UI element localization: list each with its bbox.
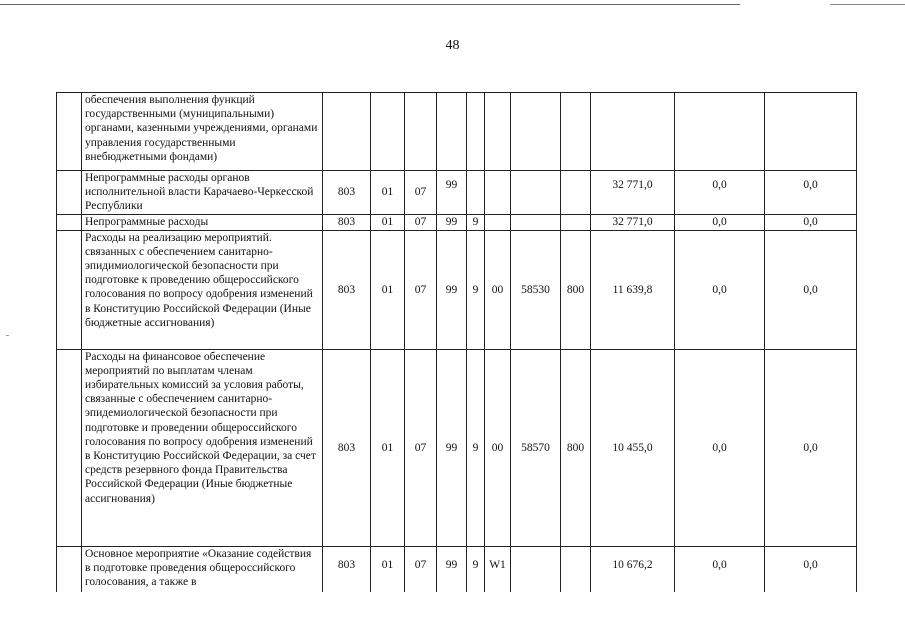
sum-year-1: 10 455,0 [591,349,675,546]
target-code-subprogram: 9 [467,546,485,592]
target-code-program: 99 [437,546,467,592]
sum-year-2: 0,0 [675,171,765,215]
row-stub [57,546,82,592]
subsection-code [405,93,437,171]
expense-type-code [561,214,591,230]
sum-year-3: 0,0 [765,171,857,215]
target-code-event [485,93,511,171]
scan-border-line [0,4,740,5]
target-code-direction: 58530 [511,230,561,349]
sum-year-3: 0,0 [765,214,857,230]
ved-code: 803 [323,349,371,546]
ved-code: 803 [323,171,371,215]
expense-name: обеспечения выполнения функций государственными (муниципальными) органами, казенными учреждениями, органами управления государственными внебюджетными фондами) [82,93,323,171]
target-code-subprogram: 9 [467,214,485,230]
target-code-direction: 58570 [511,349,561,546]
sum-year-1: 32 771,0 [591,214,675,230]
row-stub [57,214,82,230]
ved-code: 803 [323,546,371,592]
row-stub [57,93,82,171]
table-row [57,214,857,230]
sum-year-2: 0,0 [675,214,765,230]
sum-year-1 [591,93,675,171]
sum-year-2: 0,0 [675,546,765,592]
expense-type-code: 800 [561,230,591,349]
table-row [57,546,857,592]
scan-border-line-right [830,4,905,5]
target-code-direction [511,93,561,171]
row-stub [57,230,82,349]
subsection-code: 07 [405,171,437,215]
target-code-event: 00 [485,349,511,546]
budget-table [56,92,857,592]
sum-year-3 [765,93,857,171]
row-stub [57,349,82,546]
subsection-code: 07 [405,230,437,349]
target-code-program: 99 [437,230,467,349]
section-code: 01 [371,230,405,349]
target-code-program [437,93,467,171]
sum-year-1: 11 639,8 [591,230,675,349]
target-code-direction [511,546,561,592]
expense-name: Основное мероприятие «Оказание содействия в подготовке проведения общероссийского голосования, а также в [82,546,323,592]
table-row [57,93,857,171]
ved-code [323,93,371,171]
target-code-program: 99 [437,214,467,230]
target-code-subprogram [467,171,485,215]
target-code-direction [511,171,561,215]
expense-type-code [561,171,591,215]
scan-speck [6,335,9,336]
sum-year-2 [675,93,765,171]
sum-year-2: 0,0 [675,230,765,349]
sum-year-3: 0,0 [765,546,857,592]
target-code-event: W1 [485,546,511,592]
target-code-event [485,171,511,215]
table-row [57,349,857,546]
expense-name: Непрограммные расходы органов исполнительной власти Карачаево-Черкесской Республики [82,171,323,215]
target-code-event: 00 [485,230,511,349]
table-row [57,171,857,215]
sum-year-3: 0,0 [765,230,857,349]
subsection-code: 07 [405,214,437,230]
target-code-program: 99 [437,171,467,215]
section-code: 01 [371,546,405,592]
sum-year-3: 0,0 [765,349,857,546]
table-row [57,230,857,349]
target-code-subprogram: 9 [467,349,485,546]
expense-name: Расходы на финансовое обеспечение мероприятий по выплатам членам избирательных комиссий за условия работы, связанные с обеспечением санитарно-эпидемиологической безопасности при подготовке и проведении общероссийского голосования по вопросу одобрения изменений в Конституцию Российской Федерации, за счет средств резервного фонда Правительства Российской Федерации (Иные бюджетные ассигнования) [82,349,323,546]
sum-year-1: 10 676,2 [591,546,675,592]
expense-name: Расходы на реализацию мероприятий. связанных с обеспечением санитарно-эпидимиологической безопасности при подготовке к проведению общероссийского голосования по вопросу одобрения изменений в Конституцию Российской Федерации (Иные бюджетные ассигнования) [82,230,323,349]
target-code-subprogram: 9 [467,230,485,349]
section-code: 01 [371,214,405,230]
expense-name: Непрограммные расходы [82,214,323,230]
expense-type-code [561,546,591,592]
target-code-subprogram [467,93,485,171]
expense-type-code: 800 [561,349,591,546]
expense-type-code [561,93,591,171]
ved-code: 803 [323,230,371,349]
sum-year-2: 0,0 [675,349,765,546]
sum-year-1: 32 771,0 [591,171,675,215]
subsection-code: 07 [405,546,437,592]
section-code: 01 [371,349,405,546]
row-stub [57,171,82,215]
target-code-event [485,214,511,230]
section-code: 01 [371,171,405,215]
target-code-program: 99 [437,349,467,546]
subsection-code: 07 [405,349,437,546]
page-number: 48 [445,38,460,53]
target-code-direction [511,214,561,230]
ved-code: 803 [323,214,371,230]
section-code [371,93,405,171]
